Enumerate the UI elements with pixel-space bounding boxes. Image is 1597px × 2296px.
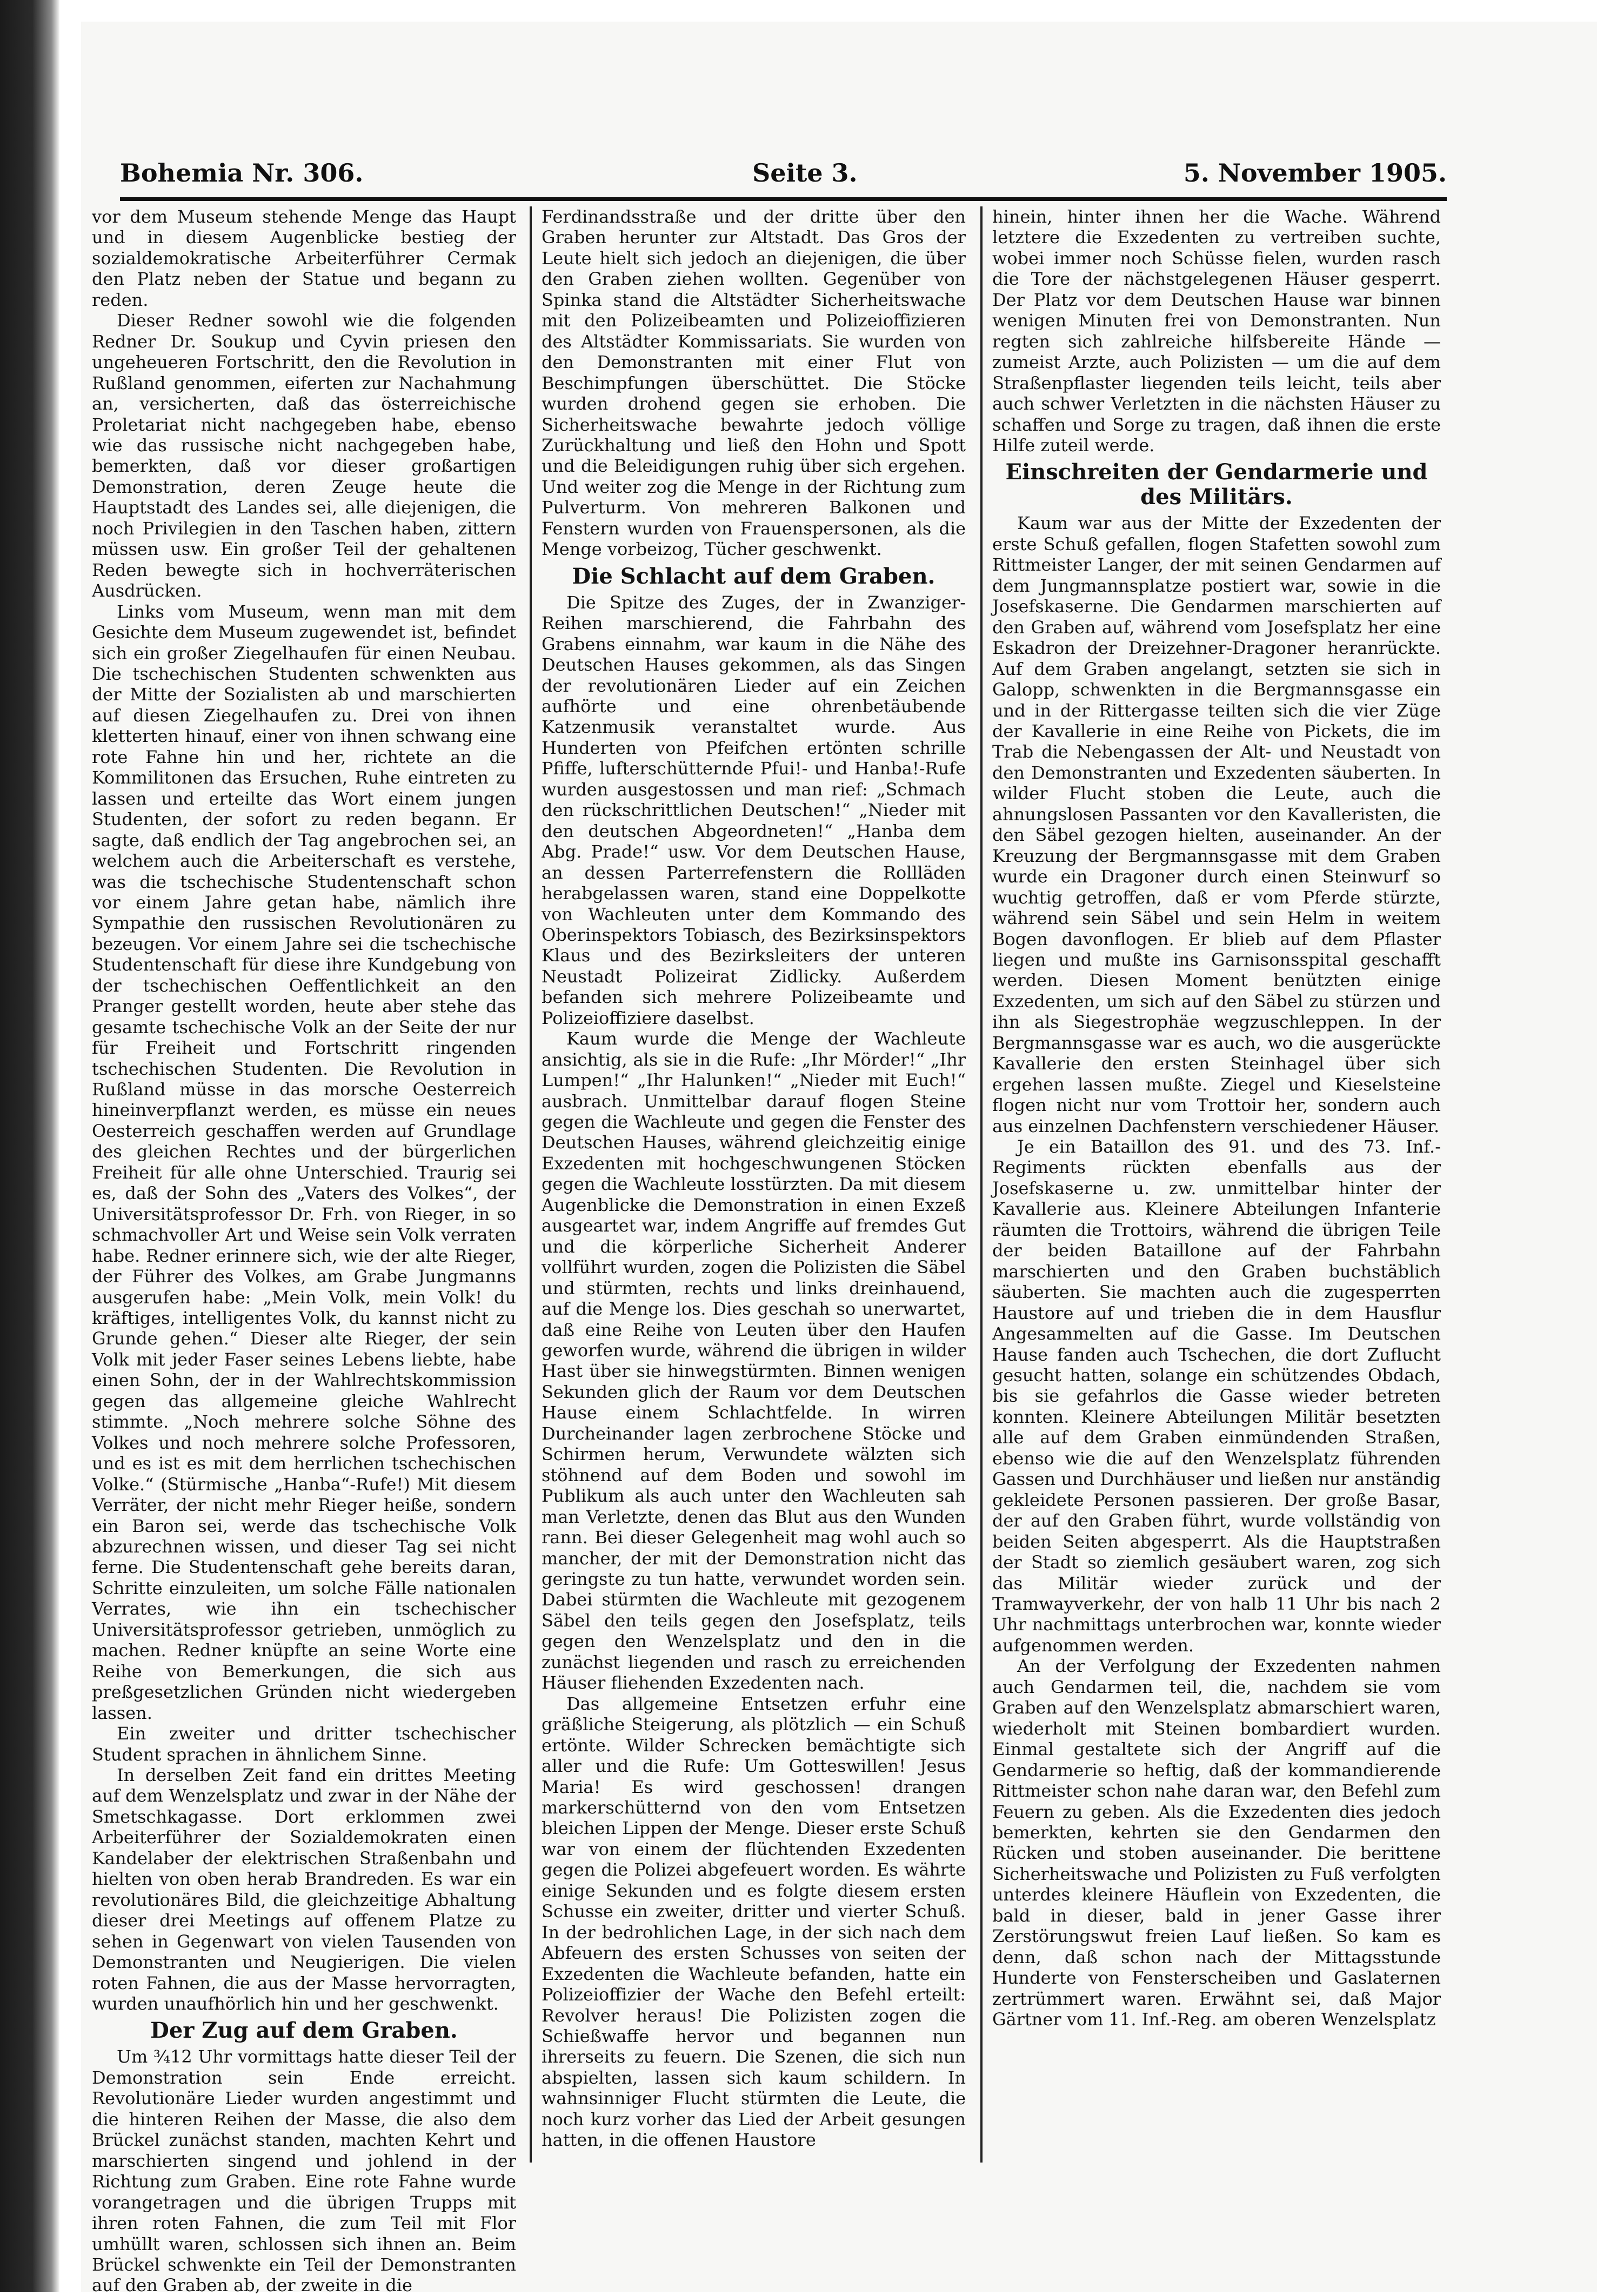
column-rule	[530, 206, 532, 2163]
paragraph: Links vom Museum, wenn man mit dem Gesichte dem Museum zugewendet ist, befindet sich ein großer Ziegelhaufen für einen Neubau. Die tschechischen Studenten schwenkten aus der Mitte der Sozialisten ab und marschierten auf diesen Ziegelhaufen zu. Drei von ihnen kletterten hinauf, einer von ihnen schwang eine rote Fahne hin und her, richtete an die Kommilitonen das Ersuchen, Ruhe eintreten zu lassen und erteilte das Wort einem jungen Studenten, der sofort zu reden begann. Er sagte, daß endlich der Tag angebrochen sei, an welchem auch die Arbeiterschaft es verstehe, was die tschechische Studentenschaft schon vor einem Jahre getan habe, nämlich ihre Sympathie den russischen Revolutionären zu bezeugen. Vor einem Jahre sei die tschechische Studentenschaft für diese ihre Kundgebung von der tschechischen Oeffentlichkeit an den Pranger gestellt worden, heute aber stehe das gesamte tschechische Volk an der Seite der nur für Freiheit und Fortschritt ringenden tschechischen Studenten. Die Revolution in Rußland müsse in das morsche Oesterreich hineinverpflanzt werden, es müsse ein neues Oesterreich geschaffen werden auf Grundlage des gleichen Rechtes und der bürgerlichen Freiheit für alle ohne Unterschied. Traurig sei es, daß der Sohn des „Vaters des Volkes“, der Universitätsprofessor Dr. Frh. von Rieger, in so schmachvoller Art und Weise sein Volk verraten habe. Redner erinnere sich, wie der alte Rieger, der Führer des Volkes, am Grabe Jungmanns ausgerufen habe: „Mein Volk, mein Volk! du kräftiges, intelligentes Volk, du kannst nicht zu Grunde gehen.“ Dieser alte Rieger, der sein Volk mit jeder Faser seines Lebens liebte, habe einen Sohn, der in der Wahlrechtskommission gegen das allgemeine gleiche Wahlrecht stimmte. „Noch mehrere solche Söhne des Volkes und noch mehrere solche Professoren, und es ist es mit dem herrlichen tschechischen Volke.“ (Stürmische „Hanba“-Rufe!) Mit diesem Verräter, der nicht mehr Rieger heiße, sondern ein Baron sei, werde das tschechische Volk abzurechnen wissen, und dieser Tag sei nicht ferne. Die Studentenschaft gehe bereits daran, Schritte einzuleiten, um solche Fälle nationalen Verrates, wie ihn ein tschechischer Universitätsprofessor getrieben, unmöglich zu machen. Redner knüpfte an seine Worte eine Reihe von Bemerkungen, die sich aus preßgesetzlichen Gründen nicht wiedergeben lassen.	[92, 601, 516, 1723]
paragraph: hinein, hinter ihnen her die Wache. Während letztere die Exzedenten zu vertreiben suchte, wobei immer noch Schüsse fielen, wurden rasch die Tore der nächstgelegenen Häuser gesperrt. Der Platz vor dem Deutschen Hause war binnen wenigen Minuten frei von Demonstranten. Nun regten sich zahlreiche hilfsbereite Hände — zumeist Arzte, auch Polizisten — um die auf dem Straßenpflaster liegenden teils leicht, teils aber auch schwer Verletzten in die nächsten Häuser zu schaffen und Sorge zu tragen, daß ihnen die erste Hilfe zuteil werde.	[992, 206, 1441, 456]
paragraph: Kaum war aus der Mitte der Exzedenten der erste Schuß gefallen, flogen Stafetten sowohl zum Rittmeister Langer, der mit seinen Gendarmen auf dem Jungmannsplatze postiert war, sowie in die Josefskaserne. Die Gendarmen marschierten auf den Graben auf, während vom Josefsplatz her eine Eskadron der Dreizehner-Dragoner heranrückte. Auf dem Graben angelangt, setzten sie sich in Galopp, schwenkten in die Bergmannsgasse ein und in der Rittergasse teilten sich die vier Züge der Kavallerie in eine Reihe von Pickets, die im Trab die Nebengassen der Alt- und Neustadt von den Demonstranten und Exzedenten säuberten. In wilder Flucht stoben die Leute, auch die ahnungslosen Passanten vor den Kavalleristen, die den Säbel gezogen hielten, auseinander. An der Kreuzung der Bergmannsgasse mit dem Graben wurde ein Dragoner durch einen Steinwurf so wuchtig getroffen, daß er vom Pferde stürzte, während sein Säbel und sein Helm in weitem Bogen davonflogen. Er blieb auf dem Pflaster liegen und mußte ins Garnisonsspital geschafft werden. Diesen Moment benützten einige Exzedenten, um sich auf den Säbel zu stürzen und ihn als Siegestrophäe wegzuschleppen. In der Bergmannsgasse war es auch, wo die ausgerückte Kavallerie den ersten Steinhagel über sich ergehen lassen mußte. Ziegel und Kieselsteine flogen nicht nur vom Trottoir her, sondern auch aus einzelnen Dachfenstern verschiedener Häuser.	[992, 513, 1441, 1136]
paragraph: In derselben Zeit fand ein drittes Meeting auf dem Wenzelsplatz und zwar in der Nähe der Smetschkagasse. Dort erklommen zwei Arbeiterführer der Sozialdemokraten einen Kandelaber der elektrischen Straßenbahn und hielten von oben herab Brandreden. Es war ein revolutionäres Bild, die gleichzeitige Abhaltung dieser drei Meetings auf offenem Platze zu sehen in Gegenwart von vielen Tausenden von Demonstranten und Neugierigen. Die vielen roten Fahnen, die aus der Masse hervorragten, wurden unaufhörlich hin und her geschwenkt.	[92, 1764, 516, 2014]
column-3	[992, 206, 1441, 2206]
paragraph: Kaum wurde die Menge der Wachleute ansichtig, als sie in die Rufe: „Ihr Mörder!“ „Ihr Lumpen!“ „Ihr Halunken!“ „Nieder mit Euch!“ ausbrach. Unmittelbar darauf flogen Steine gegen die Wachleute und gegen die Fenster des Deutschen Hauses, während gleichzeitig einige Exzedenten mit hochgeschwungenen Stöcken gegen die Wachleute losstürzten. Da mit diesem Augenblicke die Demonstration in einen Exzeß ausgeartet war, indem Angriffe auf fremdes Gut und die körperliche Sicherheit Anderer vollführt wurden, zogen die Polizisten die Säbel und stürmten, rechts und links dreinhauend, auf die Menge los. Dies geschah so unerwartet, daß eine Reihe von Leuten über den Haufen geworfen wurde, während die übrigen in wilder Hast über sie hinwegstürmten. Binnen wenigen Sekunden glich der Raum vor dem Deutschen Hause einem Schlachtfelde. In wirren Durcheinander lagen zerbrochene Stöcke und Schirmen herum, Verwundete wälzten sich stöhnend auf dem Boden und sowohl im Publikum als auch unter den Wachleuten sah man Verletzte, denen das Blut aus den Wunden rann. Bei dieser Gelegenheit mag wohl auch so mancher, der mit der Demonstration nicht das geringste zu tun hatte, verwundet worden sein. Dabei stürmten die Wachleute mit gezogenem Säbel den teils gegen den Josefsplatz, teils gegen den Wenzelsplatz und den in die zunächst liegenden und rasch zu erreichenden Häuser fliehenden Exzedenten nach.	[542, 1028, 966, 1693]
paragraph: Ein zweiter und dritter tschechischer Student sprachen in ähnlichem Sinne.	[92, 1723, 516, 1765]
column-1	[92, 206, 516, 2296]
paragraph: Die Spitze des Zuges, der in Zwanziger-Reihen marschierend, die Fahrbahn des Grabens einnahm, war kaum in die Nähe des Deutschen Hauses gekommen, als das Singen der revolutionären Lieder auf ein Zeichen aufhörte und eine ohrenbetäubende Katzenmusik veranstaltet wurde. Aus Hunderten von Pfeifchen ertönten schrille Pfiffe, lufterschütternde Pfui!- und Hanba!-Rufe wurden ausgestossen und man rief: „Schmach den rückschrittlichen Deutschen!“ „Nieder mit den deutschen Abgeordneten!“ „Hanba dem Abg. Prade!“ usw. Vor dem Deutschen Hause, an dessen Parterrefenstern die Rollläden herabgelassen waren, stand eine Doppelkotte von Wachleuten unter dem Kommando des Oberinspektors Tobiasch, des Bezirksinspektors Klaus und des Bezirksleiters der unteren Neustadt Polizeirat Zidlicky. Außerdem befanden sich mehrere Polizeibeamte und Polizeioffiziere daselbst.	[542, 592, 966, 1028]
paper-title: Bohemia Nr. 306.	[120, 158, 364, 188]
column-2	[542, 206, 966, 2206]
section-heading: Einschreiten der Gendarmerie und des Militärs.	[1005, 459, 1428, 510]
paragraph: Um ¾12 Uhr vormittags hatte dieser Teil der Demonstration sein Ende erreicht. Revolutionäre Lieder wurden angestimmt und die hinteren Reihen der Masse, die also dem Brückel zunächst standen, machten Kehrt und marschierten singend und johlend in der Richtung zum Graben. Eine rote Fahne wurde vorangetragen und die übrigen Trupps mit ihren roten Fahnen, die zum Teil mit Flor umhüllt waren, schlossen sich ihnen an. Beim Brückel schwenkte ein Teil der Demonstranten auf den Graben ab, der zweite in die	[92, 2046, 516, 2296]
scan-border	[0, 0, 59, 2292]
issue-date: 5. November 1905.	[1183, 158, 1447, 188]
page-number: Seite 3.	[752, 158, 858, 188]
page-header	[120, 149, 1447, 201]
newspaper-page	[81, 22, 1597, 2296]
paragraph: An der Verfolgung der Exzedenten nahmen auch Gendarmen teil, die, nachdem sie vom Graben auf den Wenzelsplatz abmarschiert waren, wiederholt mit Steinen bombardiert wurden. Einmal gestaltete sich der Angriff auf die Gendarmerie so heftig, daß der kommandierende Rittmeister schon nahe daran war, den Befehl zum Feuern zu geben. Als die Exzedenten dies jedoch bemerkten, kehrten sie den Gendarmen den Rücken und stoben auseinander. Die berittene Sicherheitswache und Polizisten zu Fuß verfolgten unterdes kleinere Häuflein von Exzedenten, die bald in dieser, bald in jener Gasse ihrer Zerstörungswut freien Lauf ließen. So kam es denn, daß schon nach der Mittagsstunde Hunderte von Fensterscheiben und Gaslaternen zertrümmert waren. Erwähnt sei, daß Major Gärtner vom 11. Inf.-Reg. am oberen Wenzelsplatz	[992, 1656, 1441, 2030]
section-heading: Die Schlacht auf dem Graben.	[572, 563, 936, 589]
paragraph: Je ein Bataillon des 91. und des 73. Inf.-Regiments rückten ebenfalls aus der Josefskaserne u. zw. unmittelbar hinter der Kavallerie aus. Kleinere Abteilungen Infanterie räumten die Trottoirs, während die übrigen Teile der beiden Bataillone auf der Fahrbahn marschierten und den Graben buchstäblich säuberten. Sie machten auch die zugesperrten Haustore auf und trieben die in dem Hausflur Angesammelten auf die Gasse. Im Deutschen Hause fanden auch Tschechen, die dort Zuflucht gesucht hatten, solange ein schützendes Obdach, bis sie gefahrlos die Gasse wieder betreten konnten. Kleinere Abteilungen Militär besetzten alle auf dem Graben einmündenden Straßen, ebenso wie die auf den Wenzelsplatz führenden Gassen und Durchhäuser und ließen nur anständig gekleidete Personen passieren. Der große Basar, der auf den Graben führt, wurde vollständig von beiden Seiten abgesperrt. Als die Hauptstraßen der Stadt so ziemlich gesäubert waren, zog sich das Militär wieder zurück und der Tramwayverkehr, der von halb 11 Uhr bis nach 2 Uhr nachmittags unterbrochen war, konnte wieder aufgenommen werden.	[992, 1136, 1441, 1656]
section-heading: Der Zug auf dem Graben.	[150, 2018, 458, 2044]
paragraph: Dieser Redner sowohl wie die folgenden Redner Dr. Soukup und Cyvin priesen den ungeheueren Fortschritt, den die Revolution in Rußland genommen, eiferten zur Nachahmung an, versicherten, daß das österreichische Proletariat nicht nachgegeben habe, ebenso wie das russische nicht nachgegeben habe, bemerkten, daß vor dieser großartigen Demonstration, deren Zeuge heute die Hauptstadt des Landes sei, alle diejenigen, die noch Privilegien in den Taschen haben, zittern müssen usw. Ein großer Teil der gehaltenen Reden bewegte sich in hochverräterischen Ausdrücken.	[92, 310, 516, 601]
paragraph: Das allgemeine Entsetzen erfuhr eine gräßliche Steigerung, als plötzlich — ein Schuß ertönte. Wilder Schrecken bemächtigte sich aller und die Rufe: Um Gotteswillen! Jesus Maria! Es wird geschossen! drangen markerschütternd von den vom Entsetzen bleichen Lippen der Menge. Dieser erste Schuß war von einem der flüchtenden Exzedenten gegen die Polizei abgefeuert worden. Es währte einige Sekunden und es folgte diesem ersten Schusse ein zweiter, dritter und vierter Schuß. In der bedrohlichen Lage, in der sich nach dem Abfeuern des ersten Schusses von seiten der Exzedenten die Wachleute befanden, hatte ein Polizeioffizier der Wache den Befehl erteilt: Revolver heraus! Die Polizisten zogen die Schießwaffe hervor und begannen nun ihrerseits zu feuern. Die Szenen, die sich nun abspielten, lassen sich kaum schildern. In wahnsinniger Flucht stürmten die Leute, die noch kurz vorher das Lied der Arbeit gesungen hatten, in die offenen Haustore	[542, 1693, 966, 2151]
paragraph: vor dem Museum stehende Menge das Haupt und in diesem Augenblicke bestieg der sozialdemokratische Arbeiterführer Cermak den Platz neben der Statue und begann zu reden.	[92, 206, 516, 310]
paragraph: Ferdinandsstraße und der dritte über den Graben herunter zur Altstadt. Das Gros der Leute hielt sich jedoch an diejenigen, die über den Graben ziehen wollten. Gegenüber von Spinka stand die Altstädter Sicherheitswache mit den Polizeibeamten und Polizeioffizieren des Altstädter Kommissariats. Sie wurden von den Demonstranten mit einer Flut von Beschimpfungen überschüttet. Die Stöcke wurden drohend gegen sie erhoben. Die Sicherheitswache bewahrte jedoch völlige Zurückhaltung und ließ den Hohn und Spott und die Beleidigungen ruhig über sich ergehen. Und weiter zog die Menge in der Richtung zum Pulverturm. Von mehreren Balkonen und Fenstern wurden von Frauenspersonen, als die Menge vorbeizog, Tücher geschwenkt.	[542, 206, 966, 560]
column-rule	[980, 206, 983, 2163]
